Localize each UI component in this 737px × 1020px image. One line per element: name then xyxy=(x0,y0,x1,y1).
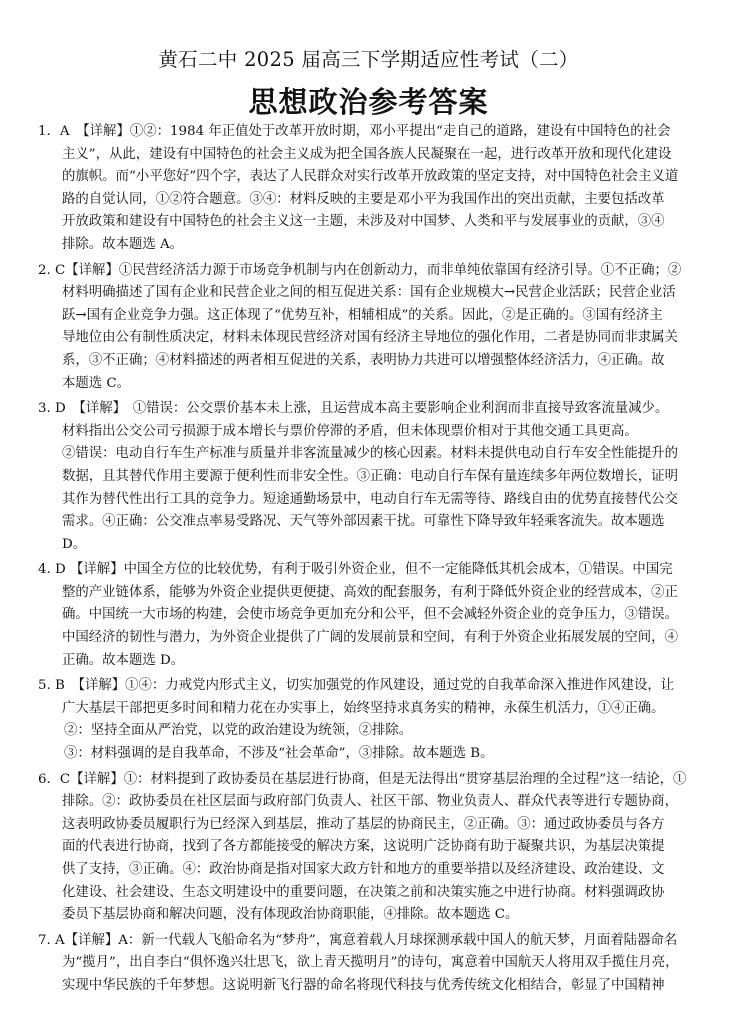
answer-line: 材料指出公交公司亏损源于成本增长与票价停滞的矛盾，但未体现票价相对于其他交通工具更高。 xyxy=(62,423,638,439)
answer-line: 排除。故本题选 A。 xyxy=(62,236,184,252)
answer-item-5 xyxy=(38,675,704,765)
answer-item-2 xyxy=(38,260,704,396)
answer-item-3 xyxy=(38,398,704,556)
answer-item-4 xyxy=(38,559,704,672)
answer-line: 委员下基层协商和解决问题，没有体现政治协商职能，④排除。故本题选 C。 xyxy=(62,907,519,923)
answer-line: 供了支持，③正确。④：政治协商是指对国家大政方针和地方的重要举措以及经济建设、政治建设、文 xyxy=(62,862,665,877)
answer-line: 中国经济的韧性与潜力，为外资企业提供了广阔的发展前景和空间，有利于外资企业拓展发展的空间，④ xyxy=(62,630,678,646)
answer-line: 主义”，从此，建设有中国特色的社会主义成为把全国各族人民凝聚在一起，进行改革开放和现代化建设 xyxy=(62,146,672,162)
answer-line: 4. D 【详解】中国全方位的比较优势，有利于吸引外资企业，但不一定能降低其机会成本，①错误。中国完 xyxy=(38,562,673,578)
answer-line: 化建设、社会建设、生态文明建设中的重要问题，在决策之前和决策实施之中进行协商。材料强调政协 xyxy=(62,884,665,900)
answer-list xyxy=(38,121,704,998)
answer-item-1 xyxy=(38,121,704,257)
answer-line: 正确。故本题选 D。 xyxy=(62,652,185,668)
answer-line: 7. A【详解】A：新一代载人飞船命名为“梦舟”，寓意着载人月球探测承载中国人的航天梦，月面着陆器命名 xyxy=(38,932,678,948)
answer-line: 材料明确描述了国有企业和民营企业之间的相互促进关系：国有企业规模大→民营企业活跃；民营企业活 xyxy=(62,285,676,301)
answer-line: 跃→国有企业竞争力强。这正体现了“优势互补，相辅相成”的关系。因此，②是正确的。③国有经济主 xyxy=(62,307,663,323)
answer-line: 本题选 C。 xyxy=(62,375,131,391)
answer-line: 确。中国统一大市场的构建，会使市场竞争更加充分和公平，但不会减轻外资企业的竞争压力，③错误。 xyxy=(62,607,678,623)
answer-line: 1．A 【详解】①②：1984 年正值处于改革开放时期，邓小平提出“走自己的道路，建设有中国特色的社会 xyxy=(38,124,671,139)
answer-item-6 xyxy=(38,769,704,927)
answer-line: D。 xyxy=(62,536,87,552)
answer-line: 的旗帜。而“小平您好”四个字，表达了人民群众对实行改革开放政策的坚定支持，对中国特色社会主义道 xyxy=(62,169,679,185)
answer-line: ②错误：电动自行车生产标准与质量并非客流量减少的核心因素。材料未提供电动自行车安全性能提升的 xyxy=(62,446,678,462)
answer-line: 面的代表进行协商，找到了各方都能接受的解决方案，这说明广泛协商有助于凝聚共识，为基层决策提 xyxy=(62,839,665,855)
subject-title: 思想政治参考答案 xyxy=(248,85,489,119)
answer-line: 这表明政协委员履职行为已经深入到基层，推动了基层的协商民主，②正确。③：通过政协委员与各方 xyxy=(62,816,665,832)
answer-line: ②：坚持全面从严治党，以党的政治建设为统领，②排除。 xyxy=(64,723,413,739)
answer-line: 广大基层干部把更多时间和精力花在办实事上，始终坚持求真务实的精神，永葆生机活力，①④正确。 xyxy=(62,700,665,716)
answer-line: 需求。④正确：公交准点率易受路况、天气等外部因素干扰。可靠性下降导致年轻乘客流失。故本题选 xyxy=(62,514,665,530)
answer-line: 6．C【详解】①：材料提到了政协委员在基层进行协商，但是无法得出“贯穿基层治理的全过程”这一结论，① xyxy=(38,771,687,787)
answer-line: 实现中华民族的千年梦想。这说明新飞行器的命名将现代科技与优秀传统文化相结合，彰显了中国精神 xyxy=(62,977,665,993)
answer-line: 为“揽月”，出自李白“俱怀逸兴壮思飞，欲上青天揽明月”的诗句，寓意着中国航天人将用双手揽住月亮， xyxy=(62,955,679,971)
answer-line: 5. B 【详解】①④：力戒党内形式主义，切实加强党的作风建设，通过党的自我革命深入推进作风建设，让 xyxy=(38,678,675,694)
answer-line: 其作为替代性出行工具的竞争力。短途通勤场景中，电动自行车无需等待、路线自由的优势直接替代公交 xyxy=(62,491,678,507)
answer-line: 整的产业链体系，能够为外资企业提供更便捷、高效的配套服务，有利于降低外资企业的经营成本，②正 xyxy=(62,584,678,600)
answer-line: 数据，且其替代作用主要源于便利性而非安全性。③正确：电动自行车保有量连续多年两位数增长，证明 xyxy=(62,468,678,484)
answer-line: 2. C【详解】①民营经济活力源于市场竞争机制与内在创新动力，而非单纯依靠国有经济引导。①不正确；② xyxy=(38,262,682,278)
answer-line: 排除。②：政协委员在社区层面与政府部门负责人、社区干部、物业负责人、群众代表等进行专题协商， xyxy=(62,794,678,810)
answer-line: 导地位由公有制性质决定，材料未体现民营经济对国有经济主导地位的强化作用，二者是协同而非隶属关 xyxy=(62,330,678,346)
answer-line: 开放政策和建设有中国特色的社会主义这一主题，未涉及对中国梦、人类和平与发展事业的贡献，③④ xyxy=(62,214,665,230)
answer-line: 系，③不正确；④材料描述的两者相互促进的关系，表明协力共进可以增强整体经济活力，④正确。故 xyxy=(62,352,665,368)
exam-title: 黄石二中 2025 届高三下学期适应性考试（二） xyxy=(158,48,579,71)
answer-item-7 xyxy=(38,930,704,998)
answer-line: 路的自觉认同，①②符合题意。③④：材料反映的主要是邓小平为我国作出的突出贡献，主要包括改革 xyxy=(62,191,665,207)
answer-line: ③：材料强调的是自我革命，不涉及“社会革命”，③排除。故本题选 B。 xyxy=(64,746,494,762)
answer-line: 3. D 【详解】 ①错误：公交票价基本未上涨，且运营成本高主要影响企业利润而非直接导致客流量减少。 xyxy=(38,401,669,417)
